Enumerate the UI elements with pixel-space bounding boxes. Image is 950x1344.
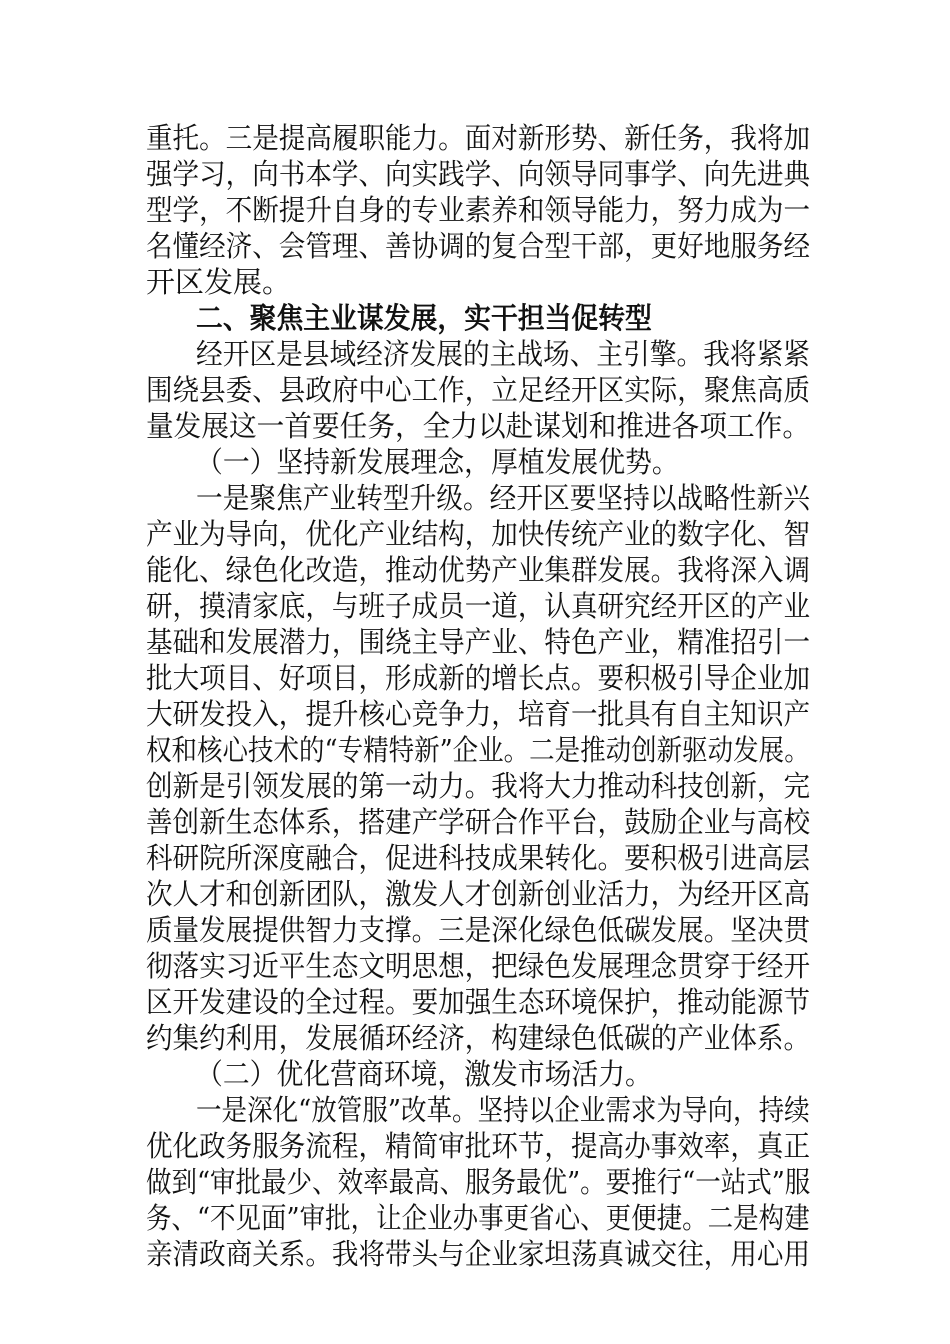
body-text-line: 约集约利用，发展循环经济，构建绿色低碳的产业体系。	[146, 1021, 811, 1055]
body-text-line: 名懂经济、会管理、善协调的复合型干部，更好地服务经	[146, 229, 811, 263]
section-heading-2: 二、聚焦主业谋发展，实干担当促转型	[196, 301, 652, 335]
body-text-line: 优化政务服务流程，精简审批环节，提高办事效率，真正	[146, 1129, 811, 1163]
body-text-line: 强学习，向书本学、向实践学、向领导同事学、向先进典	[146, 157, 811, 191]
body-text-line: 质量发展提供智力支撑。三是深化绿色低碳发展。坚决贯	[146, 913, 811, 947]
body-text-line: 彻落实习近平生态文明思想，把绿色发展理念贯穿于经开	[146, 949, 811, 983]
body-text-line: 权和核心技术的“专精特新”企业。二是推动创新驱动发展。	[146, 733, 810, 767]
body-text-line: 开区发展。	[146, 265, 292, 299]
body-text-line: 次人才和创新团队，激发人才创新创业活力，为经开区高	[146, 877, 811, 911]
body-text-line: 研，摸清家底，与班子成员一道，认真研究经开区的产业	[146, 589, 811, 623]
body-text-line: 经开区是县域经济发展的主战场、主引擎。我将紧紧	[196, 337, 811, 371]
body-text-line: 基础和发展潜力，围绕主导产业、特色产业，精准招引一	[146, 625, 811, 659]
body-text-line: 量发展这一首要任务，全力以赴谋划和推进各项工作。	[146, 409, 811, 443]
body-text-line: 重托。三是提高履职能力。面对新形势、新任务，我将加	[146, 121, 811, 155]
body-text-line: 大研发投入，提升核心竞争力，培育一批具有自主知识产	[146, 697, 811, 731]
body-text-line: 创新是引领发展的第一动力。我将大力推动科技创新，完	[146, 769, 811, 803]
body-text-line: 务、“不见面”审批，让企业办事更省心、更便捷。二是构建	[146, 1201, 810, 1235]
body-text-line: 区开发建设的全过程。要加强生态环境保护，推动能源节	[146, 985, 811, 1019]
body-text-line: 善创新生态体系，搭建产学研合作平台，鼓励企业与高校	[146, 805, 811, 839]
body-text-line: 能化、绿色化改造，推动优势产业集群发展。我将深入调	[146, 553, 811, 587]
body-text-line: 批大项目、好项目，形成新的增长点。要积极引导企业加	[146, 661, 811, 695]
body-text-line: 型学，不断提升自身的专业素养和领导能力，努力成为一	[146, 193, 811, 227]
body-text-line: 一是聚焦产业转型升级。经开区要坚持以战略性新兴	[196, 481, 811, 515]
body-text-line: 围绕县委、县政府中心工作，立足经开区实际，聚焦高质	[146, 373, 811, 407]
body-text-line: 产业为导向，优化产业结构，加快传统产业的数字化、智	[146, 517, 811, 551]
body-text-line: 科研院所深度融合，促进科技成果转化。要积极引进高层	[146, 841, 811, 875]
subsection-heading-2: （二）优化营商环境，激发市场活力。	[196, 1057, 652, 1091]
subsection-heading-1: （一）坚持新发展理念，厚植发展优势。	[196, 445, 679, 479]
body-text-line: 亲清政商关系。我将带头与企业家坦荡真诚交往，用心用	[146, 1237, 811, 1271]
body-text-line: 做到“审批最少、效率最高、服务最优”。要推行“一站式”服	[146, 1165, 811, 1199]
body-text-line: 一是深化“放管服”改革。坚持以企业需求为导向，持续	[196, 1093, 810, 1127]
